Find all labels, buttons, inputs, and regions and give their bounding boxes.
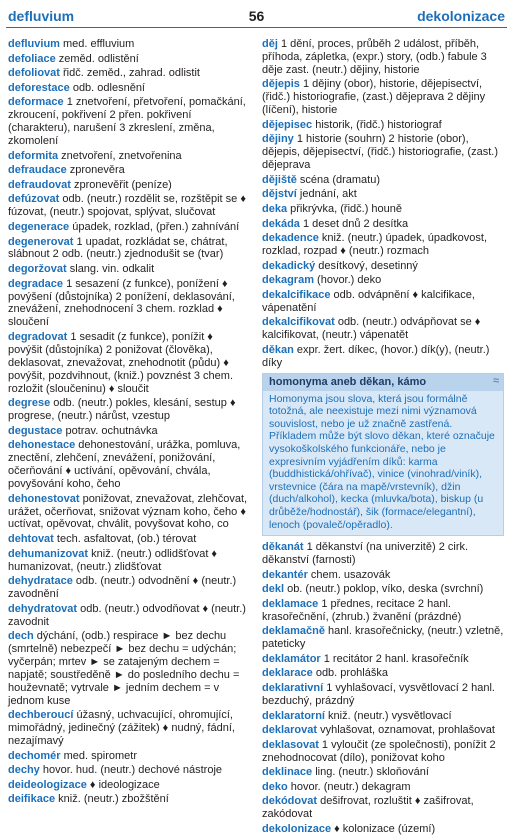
dictionary-entry [8,709,250,748]
entry-text: 1 dějiny (obor), historie, dějepisectví, (řidč.) historiografie, (zast.) dějeprava 2 dějiny (líčení), historie [262,78,486,117]
entry-text: ♦ kolonizace (území) [331,822,436,835]
dictionary-entry [8,793,250,806]
entry-headword: deklarativní [262,682,324,694]
entry-headword: defoliovat [8,67,60,80]
entry-text: scéna (dramatu) [296,173,381,186]
dictionary-entry [262,78,504,117]
right-column [262,38,504,837]
entry-text: expr. žert. díkec, (hovor.) dík(y), (neutr.) díky [262,343,490,369]
entry-headword: degradace [8,277,64,290]
entry-headword: deklarovat [262,724,318,737]
dictionary-entry [262,119,504,132]
entry-headword: dekódovat [262,795,318,808]
entry-text: zpronevěra [66,164,125,177]
entry-headword: deklamátor [262,652,321,665]
dictionary-entry [262,583,504,596]
entry-text: zeměd. odlistění [55,52,139,65]
dictionary-entry [8,82,250,95]
entry-headword: degenerovat [8,235,74,248]
entry-text: slang. vin. odkalit [66,263,155,276]
dictionary-entry [262,274,504,287]
right-column-top [262,38,504,370]
entry-headword: dechomér [8,749,61,762]
entry-text: 1 sesazení (z funkce), ponížení ♦ povýšení (důstojníka) 2 ponížení, deklasování, znevážení, znehodnocení 3 chem. rozklad ♦ sloučení [8,277,235,329]
entry-headword: dekagram [262,274,314,287]
entry-text: (hovor.) deko [313,274,382,287]
entry-headword: deklaratorní [262,709,325,722]
info-box-text: Homonyma jsou slova, která jsou formálně totožná, ale neexistuje mezi nimi významová souvislost, nebo je už značně zastřená. Příkladem může být slovo děkan, které označuje vysokoškolského funkcionáře, nebo je expresivním vyjádřením díků: karma (buddhistická/ohřívač), vinice (vinohrad/viník), vrstevnice (čára na mapě/vrstevník), džin (duch/alkohol), kecka (mluvka/bota), biskup (u drůběže/hodnostář), šik (formace/elegantní), lenoch (povaleč/opěradlo). [269,392,495,531]
entry-headword: dějiny [262,133,294,146]
entry-headword: dekadický [262,259,316,272]
entry-headword: dekolonizace [262,822,332,835]
dictionary-entry [8,575,250,601]
dictionary-entry [262,289,504,315]
dictionary-entry [8,236,250,262]
dictionary-entry [262,188,504,201]
entry-headword: deforestace [8,81,70,94]
dictionary-entry [262,710,504,723]
entry-headword: dehydratovat [8,602,78,615]
entry-text: kniž. (neutr.) vysvětlovací [324,709,452,722]
entry-text: 1 znetvoření, přetvoření, pomačkání, zkroucení, pokřivení 2 přen. pokřivení (charakteru), narušení 3 zkreslení, změna, zkomolení [8,96,246,148]
dictionary-entry [262,823,504,836]
dictionary-entry [262,739,504,765]
entry-headword: děj [262,38,278,50]
entry-headword: defraudovat [8,178,71,191]
entry-headword: dehumanizovat [8,547,89,560]
entry-text: hovor. (neutr.) dekagram [287,780,411,793]
dictionary-entry [8,96,250,148]
entry-headword: deklasovat [262,738,319,751]
entry-text: dehonestování, urážka, pomluva, znectění, zlehčení, znevážení, ponižování, očerňování ♦ uctívání, opěvování, chvála, povyšování koho, čeho [8,439,241,490]
page-number: 56 [248,8,265,24]
dictionary-entry [262,766,504,779]
dictionary-entry [262,682,504,708]
entry-headword: deklamace [262,597,319,610]
entry-text: vyhlašovat, oznamovat, prohlašovat [317,724,495,737]
dictionary-entry [8,53,250,66]
entry-text: potrav. ochutnávka [62,424,158,437]
entry-text: med. effluvium [59,38,135,50]
entry-text: dešifrovat, rozluštit ♦ zašifrovat, zakódovat [262,795,474,821]
dictionary-entry [8,221,250,234]
entry-headword: dech [8,630,34,643]
entry-headword: dehonestovat [8,492,80,505]
dictionary-entry [262,174,504,187]
page-header [0,4,513,28]
running-head-right: dekolonizace [417,8,505,24]
entry-headword: dějiště [262,173,297,186]
entry-headword: deifikace [8,793,56,806]
entry-headword: dějství [262,188,297,201]
entry-text: 1 dění, proces, průběh 2 událost, příběh, příhoda, zápletka, (expr.) story, (odb.) fabule 3 děje zast. (neutr.) dějiny, historie [262,38,487,76]
dictionary-entry [8,603,250,629]
entry-headword: dehonestace [8,439,76,452]
header-rule [6,27,507,28]
entry-text: ♦ ideologizace [86,778,160,791]
left-column [8,38,250,808]
dictionary-entry [8,548,250,574]
entry-headword: dekl [262,583,285,596]
entry-text: odb. odlesnění [69,81,145,94]
entry-text: med. spirometr [60,749,137,762]
entry-text: odb. (neutr.) pokles, klesání, sestup ♦ progrese, (neutr.) nárůst, vzestup [8,397,236,423]
dictionary-entry [8,263,250,276]
entry-text: kniž. (neutr.) odlidšťovat ♦ humanizovat, (neutr.) zlidšťovat [8,547,218,573]
entry-headword: deideologizace [8,778,87,791]
entry-headword: dějepis [262,78,300,91]
entry-headword: degrese [8,397,51,410]
dictionary-entry [8,278,250,330]
dictionary-entry [8,164,250,177]
entry-text: ling. (neutr.) skloňování [312,766,429,779]
dictionary-entry [262,795,504,821]
entry-headword: dějepisec [262,118,313,131]
dictionary-entry [262,38,504,77]
entry-headword: děkanát [262,541,304,554]
entry-text: ob. (neutr.) poklop, víko, deska (svrchní) [284,583,484,596]
entry-headword: deklamačně [262,625,325,638]
dictionary-entry [262,133,504,172]
entry-text: hovor. hud. (neutr.) dechové nástroje [39,764,223,777]
entry-text: 1 děkanství (na univerzitě) 2 cirk. děkanství (farnosti) [262,541,469,567]
entry-headword: deformita [8,149,59,162]
dictionary-entry [8,179,250,192]
entry-text: kniž. (neutr.) zbožštění [55,793,169,806]
entry-headword: dekáda [262,217,300,230]
entry-headword: deklinace [262,766,313,779]
entry-text: historik, (řidč.) historiograf [312,118,442,131]
approx-icon: ≈ [492,374,499,387]
entry-headword: degradovat [8,330,68,343]
entry-text: 1 přednes, recitace 2 hanl. krasořečnění, (zhrub.) žvanění (prázdné) [262,597,462,623]
entry-text: odb. prohláška [312,667,388,680]
dictionary-entry [262,316,504,342]
dictionary-entry [262,232,504,258]
info-box-title [263,374,503,391]
entry-text: přikrývka, (řidč.) houně [287,203,403,215]
entry-text: jednání, akt [296,188,357,201]
entry-text: 1 upadat, rozkládat se, chátrat, slábnout 2 odb. (neutr.) zjednodušit se (tvar) [8,235,228,261]
entry-headword: deka [262,203,288,215]
entry-text: řidč. zeměd., zahrad. odlistit [59,67,200,80]
entry-headword: deformace [8,96,64,109]
dictionary-entry [262,344,504,370]
entry-headword: dehydratace [8,575,73,588]
entry-text: odb. (neutr.) rozdělit se, rozštěpit se ♦ fúzovat, (neutr.) spojovat, splývat, slučovat [8,193,246,219]
dictionary-entry [262,541,504,567]
entry-headword: dechy [8,764,40,777]
dictionary-entry [8,779,250,792]
entry-text: 1 historie (souhrn) 2 historie (obor), dějepis, dějepisectví, (řidč.) historiografie, (zast.) dějeprava [262,133,498,172]
entry-headword: dekantér [262,568,308,581]
entry-text: chem. usazovák [307,568,391,581]
entry-text: tech. asfaltovat, (ob.) térovat [53,533,197,545]
dictionary-entry [262,667,504,680]
dictionary-entry [262,203,504,216]
entry-text: ponižovat, znevažovat, zlehčovat, urážet, očerňovat, snižovat význam koho, čeho ♦ uctívat, opěvovat, chválit, povyšovat koho, co [8,492,248,531]
dictionary-entry [8,750,250,763]
entry-headword: defraudace [8,164,67,177]
dictionary-entry [8,630,250,707]
dictionary-entry [8,439,250,491]
dictionary-entry [8,193,250,219]
dictionary-entry [262,625,504,651]
entry-text: hanl. krasořečnicky, (neutr.) vzletně, pateticky [262,625,504,651]
dictionary-entry [8,764,250,777]
entry-text: úžasný, uchvacující, ohromující, mimořádný, jedinečný (zážitek) ♦ nudný, fádní, nezajímavý [8,709,235,748]
entry-text: kniž. (neutr.) úpadek, úpadkovost, rozklad, rozpad ♦ (neutr.) rozmach [262,232,488,258]
dictionary-entry [262,569,504,582]
dictionary-entry [8,150,250,163]
dictionary-entry [8,493,250,532]
entry-headword: degustace [8,424,63,437]
entry-text: znetvoření, znetvořenina [58,149,182,162]
dictionary-entry [8,38,250,51]
info-box [262,373,504,536]
entry-text: desítkový, desetinný [315,259,418,272]
entry-headword: děkan [262,343,294,356]
entry-headword: dehtovat [8,533,54,545]
dictionary-entry [262,653,504,666]
right-column-bottom [262,541,504,836]
dictionary-entry [8,533,250,546]
entry-headword: deklarace [262,667,313,680]
entry-text: odb. (neutr.) odvodnění ♦ (neutr.) zavodnění [8,575,237,600]
dictionary-entry [8,331,250,396]
entry-text: 1 recitátor 2 hanl. krasořečník [320,652,469,665]
entry-headword: dekalcifikovat [262,316,335,329]
entry-text: dýchání, (odb.) respirace ► bez dechu (smrtelně) nebezpečí ► bez dechu = udýchán; vyčerpán; mrtev ► se zatajeným dechem = napjatě; soustředěně ► do posledního dechu = houževnatě; vytrvale ► jedním dechem = v jednom kuse [8,630,240,707]
running-head-left: defluvium [8,8,75,24]
entry-headword: defluvium [8,38,60,50]
entry-headword: dekadence [262,232,319,245]
entry-text: 1 vyhlašovací, vysvětlovací 2 hanl. bezduchý, prázdný [262,682,495,707]
dictionary-entry [8,425,250,438]
entry-text: 1 vyloučit (ze společnosti), ponížit 2 znehodnocovat (dílo), ponižovat koho [262,738,496,764]
dictionary-entry [8,67,250,80]
entry-text: odb. (neutr.) odvodňovat ♦ (neutr.) zavodnit [8,602,246,628]
dictionary-entry [262,724,504,737]
dictionary-entry [262,781,504,794]
entry-text: odb. odvápnění ♦ kalcifikace, vápenatění [262,288,475,314]
entry-text: odb. (neutr.) odvápňovat se ♦ kalcifikovat, (neutr.) vápenatět [262,316,481,342]
entry-headword: defoliace [8,52,56,65]
dictionary-entry [262,260,504,273]
entry-headword: degoržovat [8,263,67,276]
entry-headword: degenerace [8,220,70,233]
entry-headword: defúzovat [8,193,60,206]
entry-headword: deko [262,780,288,793]
dictionary-entry [262,598,504,624]
entry-headword: dechberoucí [8,709,74,722]
entry-text: 1 deset dnů 2 desítka [299,217,409,230]
entry-text: 1 sesadit (z funkce), ponížit ♦ povýšit (důstojníka) 2 ponižovat (člověka), deklasovat, znevažovat, znehodnotit (půdu) ♦ povýšit, pozdvihnout, (kniž.) povznést 3 chem. rozložit (sloučeninu) ♦ sloučit [8,330,233,395]
entry-text: úpadek, rozklad, (přen.) zahnívání [69,220,240,233]
info-box-title-text: homonyma aneb děkan, kámo [269,375,427,388]
entry-text: zpronevěřit (peníze) [70,178,172,191]
dictionary-entry [262,218,504,231]
dictionary-entry [8,397,250,423]
entry-headword: dekalcifikace [262,288,331,301]
